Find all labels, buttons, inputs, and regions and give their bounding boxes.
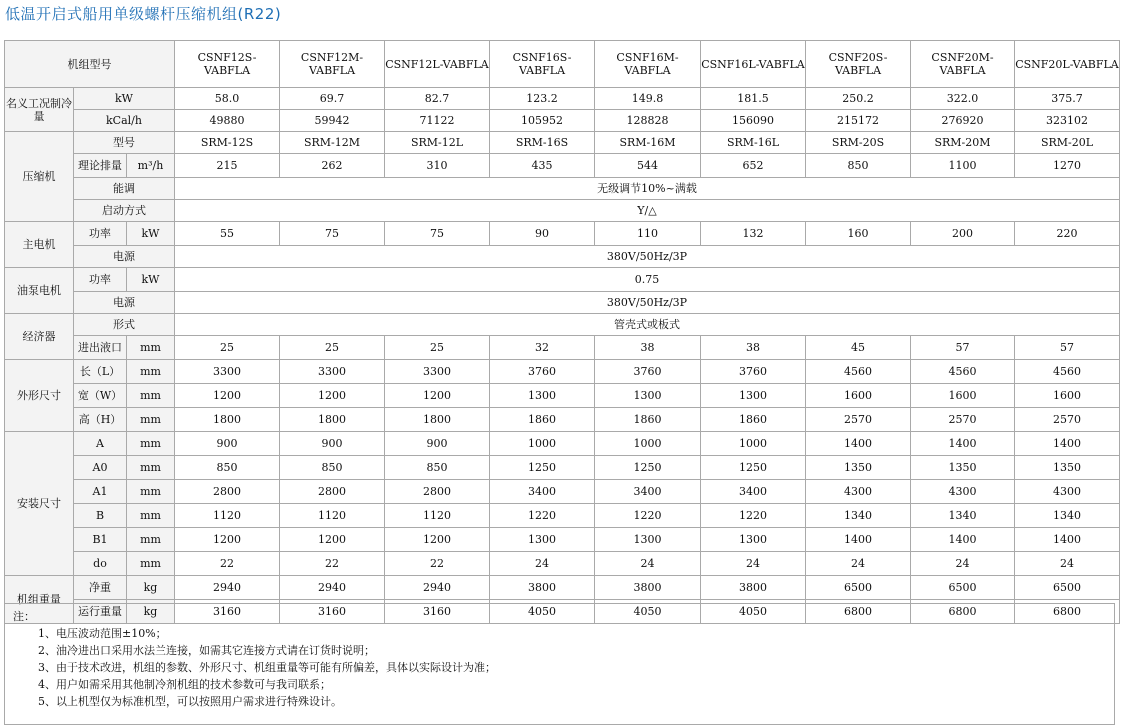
model-header-cell: CSNF20M-VABFLA xyxy=(911,41,1015,88)
table-row xyxy=(5,504,1120,528)
value-cell: 3160 xyxy=(175,600,280,624)
row-label: A1 xyxy=(74,480,127,504)
note-item: 1、电压波动范围±10%； xyxy=(38,627,167,640)
value-cell: 55 xyxy=(175,222,280,246)
value-cell: 4050 xyxy=(490,600,595,624)
value-cell: 900 xyxy=(175,432,280,456)
value-cell: 49880 xyxy=(175,110,280,132)
note-item: 2、油冷进出口采用水法兰连接，如需其它连接方式请在订货时说明； xyxy=(38,644,375,657)
value-cell: 6800 xyxy=(911,600,1015,624)
unit-label: mm xyxy=(127,552,175,576)
value-cell: 2570 xyxy=(806,408,911,432)
economizer-group-label: 经济器 xyxy=(5,314,74,360)
value-cell: 90 xyxy=(490,222,595,246)
value-cell: 3760 xyxy=(595,360,701,384)
row-label: 进出液口 xyxy=(74,336,127,360)
table-row xyxy=(5,292,1120,314)
value-cell: 110 xyxy=(595,222,701,246)
main-motor-group-label: 主电机 xyxy=(5,222,74,268)
model-header-cell: CSNF20L-VABFLA xyxy=(1015,41,1120,88)
row-label: 能调 xyxy=(74,178,175,200)
value-cell: 1350 xyxy=(806,456,911,480)
value-cell: 850 xyxy=(280,456,385,480)
value-cell: 1200 xyxy=(175,528,280,552)
value-cell: 1340 xyxy=(806,504,911,528)
compressor-group-label: 压缩机 xyxy=(5,132,74,222)
value-cell: 1250 xyxy=(595,456,701,480)
model-header-cell: CSNF20S-VABFLA xyxy=(806,41,911,88)
value-cell: 57 xyxy=(911,336,1015,360)
unit-label: mm xyxy=(127,408,175,432)
merged-value-cell: 无级调节10%~满载 xyxy=(175,178,1120,200)
table-row xyxy=(5,222,1120,246)
value-cell: 24 xyxy=(595,552,701,576)
note-item: 5、以上机型仅为标准机型，可以按照用户需求进行特殊设计。 xyxy=(38,695,342,708)
value-cell: 1860 xyxy=(701,408,806,432)
value-cell: 1300 xyxy=(701,384,806,408)
value-cell: 3300 xyxy=(280,360,385,384)
value-cell: 156090 xyxy=(701,110,806,132)
value-cell: SRM-16M xyxy=(595,132,701,154)
table-row xyxy=(5,200,1120,222)
table-row xyxy=(5,432,1120,456)
row-label: 电源 xyxy=(74,246,175,268)
table-row xyxy=(5,480,1120,504)
row-label: 宽（W） xyxy=(74,384,127,408)
value-cell: 82.7 xyxy=(385,88,490,110)
oil-pump-group-label: 油泵电机 xyxy=(5,268,74,314)
value-cell: 38 xyxy=(595,336,701,360)
value-cell: 25 xyxy=(280,336,385,360)
value-cell: 1220 xyxy=(595,504,701,528)
value-cell: 310 xyxy=(385,154,490,178)
value-cell: 1120 xyxy=(385,504,490,528)
value-cell: 45 xyxy=(806,336,911,360)
value-cell: 1300 xyxy=(490,384,595,408)
note-item: 4、用户如需采用其他制冷剂机组的技术参数可与我司联系； xyxy=(38,678,331,691)
value-cell: 1250 xyxy=(701,456,806,480)
value-cell: 652 xyxy=(701,154,806,178)
value-cell: 250.2 xyxy=(806,88,911,110)
row-label: 长（L） xyxy=(74,360,127,384)
unit-label: mm xyxy=(127,432,175,456)
value-cell: 6500 xyxy=(806,576,911,600)
value-cell: SRM-20M xyxy=(911,132,1015,154)
value-cell: 3400 xyxy=(490,480,595,504)
value-cell: 75 xyxy=(385,222,490,246)
row-label: B xyxy=(74,504,127,528)
note-item: 3、由于技术改进，机组的参数、外形尺寸、机组重量等可能有所偏差，具体以实际设计为准； xyxy=(38,661,496,674)
weight-group-label: 机组重量 xyxy=(5,576,74,624)
value-cell: 1200 xyxy=(280,384,385,408)
value-cell: 123.2 xyxy=(490,88,595,110)
value-cell: 1400 xyxy=(806,432,911,456)
value-cell: 3800 xyxy=(595,576,701,600)
value-cell: SRM-20S xyxy=(806,132,911,154)
value-cell: 1400 xyxy=(1015,432,1120,456)
value-cell: 4300 xyxy=(1015,480,1120,504)
merged-value-cell: 380V/50Hz/3P xyxy=(175,246,1120,268)
table-row xyxy=(5,384,1120,408)
merged-value-cell: 0.75 xyxy=(175,268,1120,292)
table-row xyxy=(5,132,1120,154)
value-cell: 1200 xyxy=(175,384,280,408)
value-cell: 6800 xyxy=(806,600,911,624)
value-cell: 24 xyxy=(701,552,806,576)
unit-label: kW xyxy=(74,88,175,110)
value-cell: 57 xyxy=(1015,336,1120,360)
row-label: do xyxy=(74,552,127,576)
value-cell: 38 xyxy=(701,336,806,360)
value-cell: 24 xyxy=(1015,552,1120,576)
value-cell: 4560 xyxy=(1015,360,1120,384)
value-cell: 1350 xyxy=(1015,456,1120,480)
value-cell: 24 xyxy=(806,552,911,576)
value-cell: 1220 xyxy=(490,504,595,528)
value-cell: 1300 xyxy=(701,528,806,552)
value-cell: 544 xyxy=(595,154,701,178)
row-label: 理论排量 xyxy=(74,154,127,178)
row-label: 净重 xyxy=(74,576,127,600)
header-label: 机组型号 xyxy=(5,41,175,88)
value-cell: 215 xyxy=(175,154,280,178)
table-row xyxy=(5,268,1120,292)
value-cell: 850 xyxy=(806,154,911,178)
model-header-cell: CSNF12M-VABFLA xyxy=(280,41,385,88)
unit-label: kW xyxy=(127,222,175,246)
row-label: A0 xyxy=(74,456,127,480)
table-row xyxy=(5,528,1120,552)
value-cell: 25 xyxy=(175,336,280,360)
value-cell: 2940 xyxy=(175,576,280,600)
value-cell: 323102 xyxy=(1015,110,1120,132)
value-cell: 375.7 xyxy=(1015,88,1120,110)
unit-label: mm xyxy=(127,336,175,360)
value-cell: 322.0 xyxy=(911,88,1015,110)
value-cell: 32 xyxy=(490,336,595,360)
value-cell: 1350 xyxy=(911,456,1015,480)
spec-table-body xyxy=(5,41,1120,624)
row-label: 启动方式 xyxy=(74,200,175,222)
value-cell: 1120 xyxy=(280,504,385,528)
row-label: 运行重量 xyxy=(74,600,127,624)
value-cell: 3300 xyxy=(385,360,490,384)
value-cell: 1400 xyxy=(1015,528,1120,552)
value-cell: 3400 xyxy=(701,480,806,504)
value-cell: 160 xyxy=(806,222,911,246)
value-cell: 4300 xyxy=(911,480,1015,504)
table-row xyxy=(5,360,1120,384)
row-label: 功率 xyxy=(74,222,127,246)
model-header-cell: CSNF12S-VABFLA xyxy=(175,41,280,88)
table-row xyxy=(5,154,1120,178)
table-row xyxy=(5,336,1120,360)
value-cell: 2570 xyxy=(911,408,1015,432)
value-cell: 1800 xyxy=(280,408,385,432)
notes-heading: 注： xyxy=(13,610,35,623)
value-cell: 149.8 xyxy=(595,88,701,110)
value-cell: 3800 xyxy=(490,576,595,600)
value-cell: 850 xyxy=(175,456,280,480)
table-row xyxy=(5,110,1120,132)
value-cell: SRM-16L xyxy=(701,132,806,154)
row-label: 形式 xyxy=(74,314,175,336)
value-cell: 22 xyxy=(280,552,385,576)
value-cell: 24 xyxy=(911,552,1015,576)
value-cell: 4050 xyxy=(595,600,701,624)
value-cell: 1200 xyxy=(385,384,490,408)
model-header-cell: CSNF16L-VABFLA xyxy=(701,41,806,88)
table-row xyxy=(5,314,1120,336)
value-cell: 1250 xyxy=(490,456,595,480)
value-cell: 3300 xyxy=(175,360,280,384)
table-row xyxy=(5,552,1120,576)
value-cell: 1100 xyxy=(911,154,1015,178)
value-cell: 900 xyxy=(280,432,385,456)
value-cell: 59942 xyxy=(280,110,385,132)
unit-label: kg xyxy=(127,600,175,624)
value-cell: SRM-12L xyxy=(385,132,490,154)
value-cell: 6500 xyxy=(911,576,1015,600)
value-cell: 69.7 xyxy=(280,88,385,110)
page-title: 低温开启式船用单级螺杆压缩机组(R22) xyxy=(5,5,282,23)
value-cell: 435 xyxy=(490,154,595,178)
value-cell: 105952 xyxy=(490,110,595,132)
value-cell: 1000 xyxy=(490,432,595,456)
value-cell: 128828 xyxy=(595,110,701,132)
value-cell: 71122 xyxy=(385,110,490,132)
merged-value-cell: 380V/50Hz/3P xyxy=(175,292,1120,314)
value-cell: 1860 xyxy=(490,408,595,432)
value-cell: 4300 xyxy=(806,480,911,504)
value-cell: SRM-12S xyxy=(175,132,280,154)
row-label: 功率 xyxy=(74,268,127,292)
value-cell: 1000 xyxy=(595,432,701,456)
value-cell: 4560 xyxy=(806,360,911,384)
value-cell: 2800 xyxy=(280,480,385,504)
value-cell: 1000 xyxy=(701,432,806,456)
value-cell: 200 xyxy=(911,222,1015,246)
table-row xyxy=(5,576,1120,600)
notes-list xyxy=(5,625,1114,710)
value-cell: SRM-20L xyxy=(1015,132,1120,154)
table-row xyxy=(5,246,1120,268)
row-label: 电源 xyxy=(74,292,175,314)
value-cell: 1860 xyxy=(595,408,701,432)
merged-value-cell: 管壳式或板式 xyxy=(175,314,1120,336)
row-label: B1 xyxy=(74,528,127,552)
value-cell: 1270 xyxy=(1015,154,1120,178)
value-cell: 1800 xyxy=(175,408,280,432)
value-cell: 1340 xyxy=(911,504,1015,528)
unit-label: mm xyxy=(127,360,175,384)
value-cell: 262 xyxy=(280,154,385,178)
value-cell: 1600 xyxy=(806,384,911,408)
value-cell: 3760 xyxy=(701,360,806,384)
unit-label: mm xyxy=(127,456,175,480)
value-cell: 1400 xyxy=(911,432,1015,456)
value-cell: 1200 xyxy=(385,528,490,552)
capacity-group-label: 名义工况制冷量 xyxy=(5,88,74,132)
unit-label: mm xyxy=(127,504,175,528)
value-cell: 3160 xyxy=(280,600,385,624)
value-cell: 850 xyxy=(385,456,490,480)
table-row xyxy=(5,408,1120,432)
table-row xyxy=(5,178,1120,200)
value-cell: 24 xyxy=(490,552,595,576)
value-cell: 220 xyxy=(1015,222,1120,246)
value-cell: 3760 xyxy=(490,360,595,384)
unit-label: mm xyxy=(127,528,175,552)
value-cell: 1340 xyxy=(1015,504,1120,528)
value-cell: 3400 xyxy=(595,480,701,504)
unit-label: kg xyxy=(127,576,175,600)
unit-label: kW xyxy=(127,268,175,292)
table-row xyxy=(5,41,1120,88)
installation-group-label: 安装尺寸 xyxy=(5,432,74,576)
value-cell: 4050 xyxy=(701,600,806,624)
value-cell: 25 xyxy=(385,336,490,360)
value-cell: 6800 xyxy=(1015,600,1120,624)
value-cell: 1800 xyxy=(385,408,490,432)
value-cell: 75 xyxy=(280,222,385,246)
model-header-cell: CSNF16S-VABFLA xyxy=(490,41,595,88)
value-cell: 1220 xyxy=(701,504,806,528)
value-cell: 22 xyxy=(385,552,490,576)
value-cell: 215172 xyxy=(806,110,911,132)
value-cell: 4560 xyxy=(911,360,1015,384)
value-cell: 1300 xyxy=(490,528,595,552)
row-label: 高（H） xyxy=(74,408,127,432)
value-cell: 276920 xyxy=(911,110,1015,132)
spec-table xyxy=(4,40,1120,624)
value-cell: 2940 xyxy=(385,576,490,600)
value-cell: 181.5 xyxy=(701,88,806,110)
unit-label: mm xyxy=(127,384,175,408)
row-label: 型号 xyxy=(74,132,175,154)
value-cell: SRM-16S xyxy=(490,132,595,154)
value-cell: 1600 xyxy=(1015,384,1120,408)
value-cell: 1400 xyxy=(911,528,1015,552)
model-header-cell: CSNF12L-VABFLA xyxy=(385,41,490,88)
dimensions-group-label: 外形尺寸 xyxy=(5,360,74,432)
unit-label: m³/h xyxy=(127,154,175,178)
value-cell: 2940 xyxy=(280,576,385,600)
value-cell: 1200 xyxy=(280,528,385,552)
value-cell: 2800 xyxy=(175,480,280,504)
value-cell: 6500 xyxy=(1015,576,1120,600)
value-cell: 900 xyxy=(385,432,490,456)
value-cell: 58.0 xyxy=(175,88,280,110)
value-cell: 1600 xyxy=(911,384,1015,408)
value-cell: 22 xyxy=(175,552,280,576)
value-cell: 1400 xyxy=(806,528,911,552)
value-cell: 2570 xyxy=(1015,408,1120,432)
row-label: A xyxy=(74,432,127,456)
value-cell: 132 xyxy=(701,222,806,246)
notes-box xyxy=(4,603,1115,725)
merged-value-cell: Y/△ xyxy=(175,200,1120,222)
unit-label: mm xyxy=(127,480,175,504)
value-cell: 1300 xyxy=(595,528,701,552)
value-cell: 1300 xyxy=(595,384,701,408)
table-row xyxy=(5,88,1120,110)
table-row xyxy=(5,456,1120,480)
model-header-cell: CSNF16M-VABFLA xyxy=(595,41,701,88)
value-cell: 3160 xyxy=(385,600,490,624)
value-cell: 2800 xyxy=(385,480,490,504)
value-cell: 3800 xyxy=(701,576,806,600)
value-cell: SRM-12M xyxy=(280,132,385,154)
value-cell: 1120 xyxy=(175,504,280,528)
unit-label: kCal/h xyxy=(74,110,175,132)
